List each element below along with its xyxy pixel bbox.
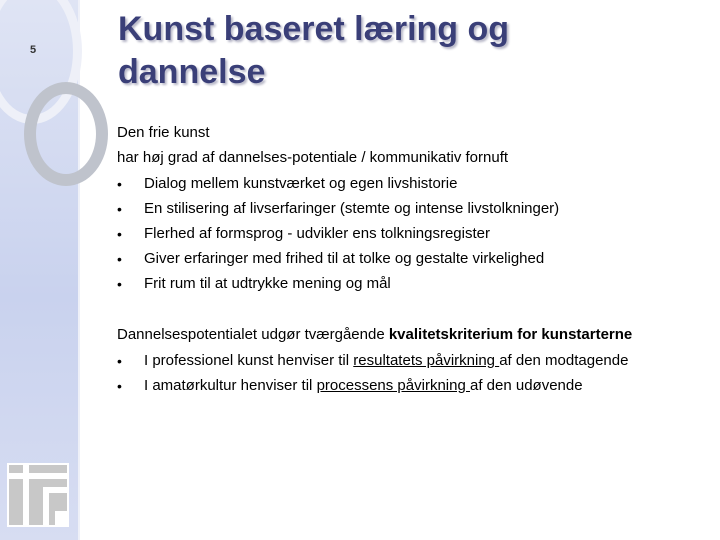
item1-underlined: resultatets påvirkning (353, 352, 500, 369)
item2-pre: I amatørkultur henviser til (144, 377, 317, 394)
bullet-marker: • (117, 353, 122, 369)
item2-underlined: processens påvirkning (316, 377, 470, 394)
list-item (144, 352, 628, 370)
page-title (118, 8, 678, 94)
bullet-marker: • (117, 226, 122, 242)
item1-pre: I professionel kunst henviser til (144, 352, 354, 369)
bullet-marker: • (117, 176, 122, 192)
bullet-marker: • (117, 201, 122, 217)
section2-lead-bold: kvalitetskriterium for kunstarterne (388, 326, 633, 343)
sidebar-edge (78, 0, 80, 540)
list-item (144, 377, 583, 395)
decorative-ring-middle (24, 82, 108, 186)
list-item: Giver erfaringer med frihed til at tolke og gestalte virkelighed (144, 250, 545, 267)
item2-post: af den udøvende (469, 377, 583, 394)
item1-post: af den modtagende (499, 352, 629, 369)
intro-line-2: har høj grad af dannelses-potentiale / kommunikativ fornuft (117, 149, 509, 166)
section2-lead (117, 326, 632, 344)
list-item: Dialog mellem kunstværket og egen livshistorie (144, 175, 458, 192)
list-item: En stilisering af livserfaringer (stemte og intense livstolkninger) (144, 200, 560, 217)
list-item: Frit rum til at udtrykke mening og mål (144, 275, 391, 292)
bullet-marker: • (117, 378, 122, 394)
intro-line-1: Den frie kunst (117, 124, 210, 141)
bullet-marker: • (117, 276, 122, 292)
slide-number: 5 (30, 44, 37, 56)
list-item: Flerhed af formsprog - udvikler ens tolkningsregister (144, 225, 490, 242)
title-line-2: dannelse (118, 53, 266, 91)
section2-lead-text: Dannelsespotentialet udgør tværgående (117, 326, 389, 343)
logo-icon (7, 463, 69, 527)
title-line-1: Kunst baseret læring og (118, 10, 510, 48)
bullet-marker: • (117, 251, 122, 267)
